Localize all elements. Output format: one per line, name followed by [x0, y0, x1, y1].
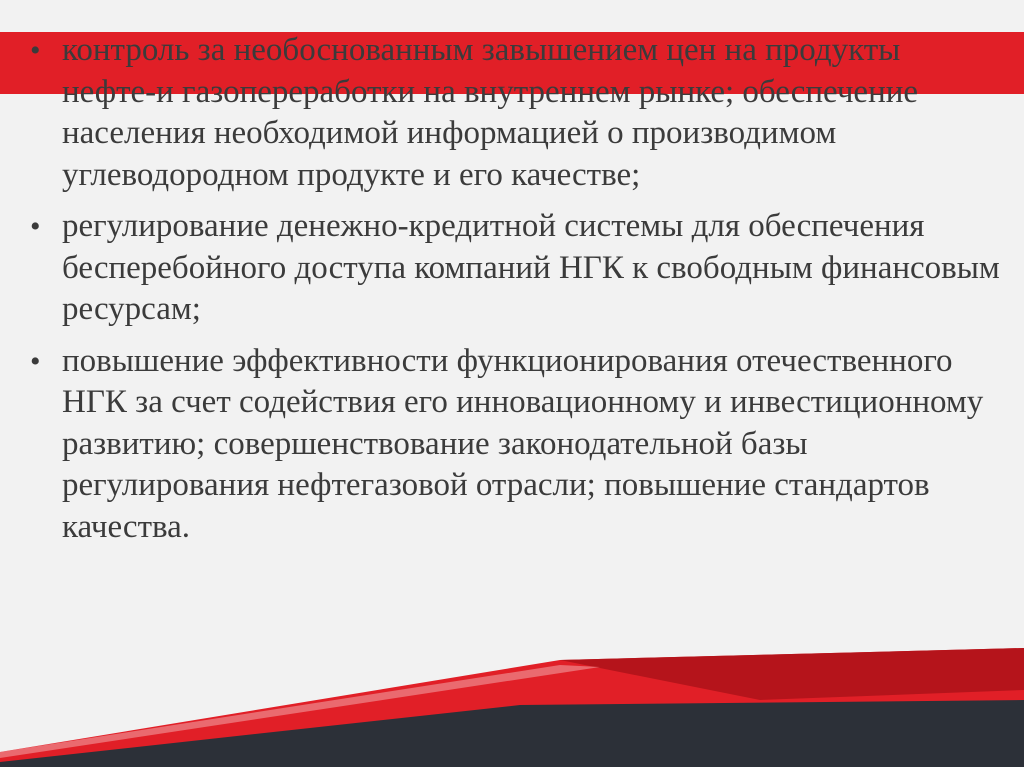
bullet-text: регулирование денежно-кредитной системы для обеспечения бесперебойного доступа компаний НГК к свободным финансовым ресурсам; — [62, 208, 1000, 327]
bullet-item — [20, 341, 1000, 549]
bullet-item — [20, 30, 1000, 196]
bullet-list — [20, 30, 1000, 558]
bullet-text: повышение эффективности функционирования отечественного НГК за счет содействия его инновационному и инвестиционному развитию; совершенствование законодательной базы регулирования нефтегазовой отрасли; повышение стандартов качества. — [62, 342, 984, 545]
bullet-item — [20, 206, 1000, 331]
bullet-dot: • — [30, 210, 41, 243]
bullet-dot: • — [30, 344, 41, 378]
bullet-dot: • — [30, 34, 41, 67]
bullet-text: контроль за необоснованным завышением цен на продукты нефте-и газопереработки на внутреннем рынке; обеспечение населения необходимой информацией о производимом углеводородном продукте и его качестве; — [62, 32, 919, 193]
